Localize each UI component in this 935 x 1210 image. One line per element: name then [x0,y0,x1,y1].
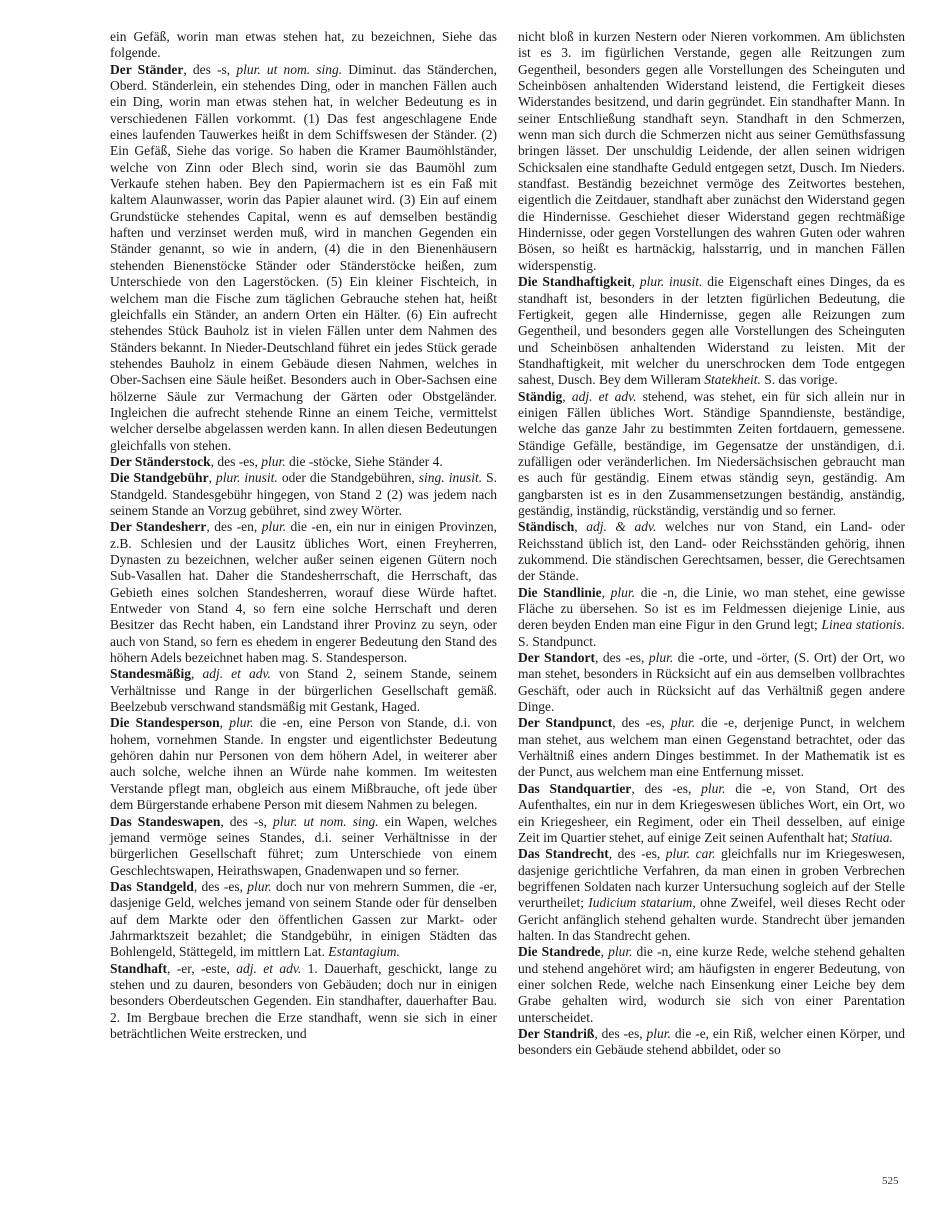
grammar-note: plur. car. [665,846,716,862]
entry-text: , des -en, [206,519,262,535]
grammar-note: plur. [229,715,254,731]
dictionary-entry [518,846,905,944]
entry-headword: Standhaft [110,960,168,976]
entry-text: , des -es, [210,453,262,469]
dictionary-entry [110,715,497,813]
entry-text: , des -es, [631,780,702,796]
entry-text: , des -es, [193,878,248,894]
grammar-note: plur. [608,944,633,960]
entry-text: , [601,584,611,600]
entry-text: S. Standgeld. Standesgebühr hingegen, von Stand 2 (2) was jedem nach seinem Stande an Vorzug gebühret, sind zwey Wörter. [110,470,497,518]
entry-text: , [600,944,609,960]
grammar-note: plur. [701,780,726,796]
dictionary-entry [518,389,905,520]
entry-text: oder die Standgebühren, [277,470,419,486]
entry-text: die -e, von Stand, Ort des Aufenthaltes, ein nur in dem Kriegeswesen übliches Wort, ein Ort, wo ein Kriegesheer, ein Regiment, oder ein Theil desselben, auf einige Zeit im Quartier stehet, auf einige Zeit seinen Aufenthalt hat; [518,780,906,845]
entry-text: die Eigenschaft eines Dinges, da es standhaft ist, besonders in der letzten figürlichen Bedeutung, die Fertigkeit, gegen alle Hindernisse, gegen alle Reizungen zum Gegentheil, und besonders gegen alle Vorstellungen des Scheinguten und Scheinbösen anhaltenden Widerstand zu leisten. Mit der Standhaftigkeit, mit welcher du unerschrocken dem Tode entgegen sahest, Dusch. Bey dem Willeram [518,274,906,388]
entry-headword: Die Standesperson [110,715,220,731]
entry-text: , [562,388,572,404]
entry-headword: Standesmäßig [110,666,192,682]
grammar-note: plur. [261,519,287,535]
entry-headword: Die Standgebühr [110,470,209,486]
dictionary-entry [110,454,497,470]
entry-text: , [208,470,216,486]
entry-text: die -n, eine kurze Rede, welche stehend gehalten und stehend angehöret wird; am häufigsten in engerer Bedeutung, von einer solchen Rede, welche nach Einsenkung einer Leiche bey dem Grabe gehalten wird, wodurch sie sich von einer Parentation unterscheidet. [518,944,905,1025]
grammar-note: Estantagium. [328,944,400,960]
entry-text: ohne Zweifel, weil dieses Recht oder Gericht anfänglich stehend gehalten wurde. Standrecht über jemanden halten. In das Standrecht gehen. [518,895,905,943]
entry-text: , [631,274,640,290]
grammar-note: adj. et adv. [236,960,302,976]
dictionary-entry [518,944,905,1026]
entry-headword: Die Standlinie [518,584,602,600]
grammar-note: plur. [648,650,674,666]
entry-text: die -orte, und -örter, (S. Ort) der Ort, wo man stehet, besonders in Rücksicht auf ein aus demselben vollbrachtes Geschäft, oder auch in Rücksicht auf das Verhältniß gegen andere Dinge. [518,650,905,715]
entry-headword: Das Standrecht [518,846,609,862]
entry-text: die -e, derjenige Punct, in welchem man stehet, aus welchem man einen Gegenstand betrachtet, oder das Verhältniß eines andern Dinges bestimmet. In der Mathematik ist es der Punct, aus welchem man eine Entfernung misset. [518,715,905,780]
entry-text: die -en, ein nur in einigen Provinzen, z.B. Schlesien und der Lausitz übliches Wort, einen Freyherren, Dynasten zu bezeichnen, welcher außer seinen eigenen Gütern noch Sub-Vasallen hat. Daher die Standesherrschaft, die Herrschaft, das Gebieth eines solchen Standesherren, worauf diese Würde haftet. Entweder von Stand 4, so fern eine solche Herrschaft und deren Besitzer das Recht haben, ein Landstand ihrer Provinz zu seyn, oder auch von Stand, so fern es ehedem in engerer Bedeutung den Stand des höhern Adels bezeichnet haben mag. S. Standesperson. [110,519,497,666]
grammar-note: adj. & adv. [586,519,657,535]
entry-text: gleichfalls nur im Kriegeswesen, dasjenige gerichtliche Verfahren, da man einen in groben Verbrechen begriffenen Soldaten nach kurzer Untersuchung sogleich auf der Stelle verurtheilet; [518,846,905,911]
entry-text: , des -es, [608,846,666,862]
entry-text: die -stöcke, Siehe Ständer 4. [285,453,443,469]
dictionary-entry [518,715,905,780]
entry-headword: Das Standquartier [518,780,632,796]
entry-headword: Der Standpunct [518,715,613,731]
entry-text: , des -es, [594,1025,647,1041]
grammar-note: Iudicium statarium, [588,895,696,911]
dictionary-entry [110,62,497,454]
entry-text: , des -s, [220,813,274,829]
entry-text: S. Standpunct. [518,633,597,649]
entry-headword: Das Standeswapen [110,813,221,829]
grammar-note: plur. [247,878,272,894]
grammar-note: sing. inusit. [418,470,483,486]
entry-headword: Das Standgeld [110,878,194,894]
entry-text: , des -es, [594,650,649,666]
entry-text: von Stand 2, seinem Stande, seinem Verhältnisse und Range in der bürgerlichen Gesellschaft gemäß. Beelzebub verschwand standsmäßig mit Gestank, Haged. [110,666,497,715]
entry-text: die -n, die Linie, wo man stehet, eine gewisse Fläche zu übersehen. So ist es im Feldmessen diejenige Linie, aus deren beyden Enden man eine Figur in den Grund legt; [518,584,906,633]
entry-continuation [518,29,905,274]
entry-headword: Die Standhaftigkeit [518,274,632,290]
grammar-note: plur. ut nom. sing. [236,61,343,77]
entry-text: , [574,519,587,535]
dictionary-entry [110,879,497,961]
dictionary-entry [110,470,497,519]
dictionary-entry [110,961,497,1043]
grammar-note: plur. [646,1025,671,1041]
dictionary-entry [110,666,497,715]
dictionary-entry [518,650,905,715]
entry-text: ein Gefäß, worin man etwas stehen hat, zu bezeichnen, Siehe das folgende. [110,29,497,61]
entry-text: , [191,666,203,682]
entry-text: , des -es, [612,715,671,731]
grammar-note: Statiua. [851,829,893,845]
page-number: 525 [882,1175,899,1187]
dictionary-entry [518,274,905,388]
grammar-note: plur. inusit. [215,470,278,486]
grammar-note: Linea stationis. [821,617,905,633]
entry-continuation [110,29,497,62]
grammar-note: plur. ut nom. sing. [273,813,379,829]
entry-text: ein Wapen, welches jemand vermöge seines Standes, d.i. seiner Verhältnisse in der bürgerlichen Gesellschaft führet; zum Unterschiede von einem Geschlechtswapen, Heirathswapen, Gnadenwapen und so ferner. [110,813,497,878]
dictionary-entry [110,519,497,666]
grammar-note: Statekheit. [704,372,761,388]
dictionary-entry [518,1026,905,1059]
entry-text: 1. Dauerhaft, geschickt, lange zu stehen und zu dauren, besonders von Gebäuden; doch nur in einigen besonders Oberdeutschen Gegenden. Ein standhafter, dauerhafter Bau. 2. Im Bergbaue brechen die Erze standhaft, wenn sie sich in einer beträchtlichen Weite erstrecken, und [110,960,497,1041]
entry-headword: Die Standrede [518,944,601,960]
entry-headword: Ständig [518,388,563,404]
grammar-note: plur. inusit. [639,274,703,290]
dictionary-entry [518,781,905,846]
entry-headword: Der Ständerstock [110,453,211,469]
entry-text: die -e, ein Riß, welcher einen Körper, und besonders ein Gebäude stehend abbildet, oder so [518,1025,905,1058]
entry-headword: Der Ständer [110,61,184,77]
right-column [518,29,905,1059]
grammar-note: plur. [670,715,696,731]
grammar-note: plur. [261,453,286,469]
entry-text: , -er, -este, [167,960,237,976]
grammar-note: plur. [610,584,636,600]
grammar-note: adj. et adv. [571,388,637,404]
entry-text: S. das vorige. [760,372,838,388]
entry-headword: Ständisch [518,519,575,535]
entry-text: , des -s, [183,61,237,77]
entry-text: die -en, eine Person von Stande, d.i. von hohem, vornehmen Stande. In engster und eigentlichster Bedeutung gehören dahin nur Personen von dem höhern Adel, in weiterer aber auch solche, welche ihnen an Würde nahe kommen. Im weitesten Verstande pflegt man, obgleich aus einem Mißbrauche, oft jede über dem Bürgerstande erhabene Person mit diesem Nahmen zu belegen. [110,715,498,813]
entry-headword: Der Standriß [518,1025,595,1041]
dictionary-entry [518,585,905,650]
left-column [110,29,497,1042]
grammar-note: adj. et adv. [202,666,271,682]
entry-text: welches nur von Stand, ein Land- oder Reichsstand üblich ist, den Land- oder Reichsständen gehörig, ihnen zukommend. Die ständischen Gerechtsamen, besser, die Gerechtsamen der Stände. [518,519,905,584]
entry-headword: Der Standort [518,650,595,666]
entry-headword: Der Standesherr [110,519,207,535]
entry-text: stehend, was stehet, ein für sich allein nur in einigen Fällen übliches Wort. Ständige Spanndienste, beständige, welche das ganze Jahr zu bestimmten Zeiten fortdauern, gemessene. Ständige Gefälle, beständige, im Gegensatze der unständigen, d.i. zufälligen oder veränderlichen. Im Niedersächsischen gebraucht man es auch für geständig. Einem etwas ständig seyn, geständig. Am gangbarsten ist es in den Zusammensetzungen beständig, anständig, geständig, inständig, rückständig, verständig und so ferner. [518,388,906,518]
entry-text: nicht bloß in kurzen Nestern oder Nieren vorkommen. Am üblichsten ist es 3. im figürlichen Verstande, gegen alle Reitzungen zum Gegentheil, besonders gegen alle Vorstellungen des Scheinguten und Scheinbösen anhaltenden Widerstand leistend, die Fertigkeit dieses Widerstandes besitzend, und darin gegründet. Ein standhafter Mann. In seiner Entschließung standhaft seyn. Standhaft in den Schmerzen, wenn man sich durch die Schmerzen nicht aus seiner Gemüthsfassung bringen lässet. Der unschuldig Leidende, der allen seinen widrigen Schicksalen eine standhafte Geduld entgegen setzt, Dusch. Im Nieders. standfast. Beständig bezeichnet vermöge des Zeitwortes bestehen, eigentlich die Zeitdauer, standhaft aber zunächst den Widerstand gegen die Hindernisse. Geschiehet dieser Widerstand gegen rechtmäßige Hindernisse, oder gegen Vorstellungen des wahren Guten oder wahren Bösen, so heißt es hartnäckig, halsstarrig, und in manchen Fällen widerspenstig. [518,29,905,273]
entry-text: Diminut. das Ständerchen, Oberd. Ständerlein, ein stehendes Ding, oder in manchen Fällen auch ein Ding, worin man etwas stehen hat, in welcher Bedeutung es in verschiedenen Fällen vorkommt. (1) Das fest angeschlagene Ende eines laufenden Tauwerkes heißt in dem Schiffswesen der Ständer. (2) Ein Gefäß, Siehe das vorige. So haben die Kramer Baumöhlständer, welche von Zinn oder Blech sind, worin sie das Baumöhl zum Verkaufe stehen haben. Bey den Papiermachern ist es ein Faß mit kaltem Alaunwasser, worin das Papier alaunet wird. (3) Ein auf einem Grundstücke stehendes Capital, wenn es auf demselben beständig haften und verzinset werden muß, wird in manchen Gegenden ein Ständer genannt, so wie in andern, (4) die in den Bienenhäusern stehenden Bienenstöcke Ständer oder Ständerstöcke heißen, zum Unterschiede von den Lagerstöcken. (5) Ein kleiner Fischteich, in welchem man die Fische zum täglichen Gebrauche stehen hat, heißt gleichfalls ein Ständer, an andern Orten ein Hälter. (6) Ein aufrecht stehendes Stück Bauholz ist in vielen Fällen unter dem Nahmen des Ständers bekannt. In Nieder-Deutschland führet ein jedes Stück gerade stehendes Bauholz in einem Gebäude diesen Nahmen, welches in Ober-Sachsen eine Säule heißet. Besonders auch in Ober-Sachsen eine hölzerne Säule zur Vermachung der Gärten oder Obstgeländer. Ingleichen die aufrecht stehende Rinne an einem Teiche, vermittelst welcher derselbe abgelassen werden kann. In allen diesen Bedeutungen gleichfalls von stehen. [110,61,498,453]
entry-text: , [219,715,230,731]
entry-text: doch nur von mehrern Summen, die -er, dasjenige Geld, welches jemand von seinem Stande oder für denselben auf dem Markte oder den öffentlichen Gassen zur Markt- oder Jahrmarktszeit bezahlet; die Standgebühr, in einigen Städten das Bohlengeld, Stättegeld, im mittlern Lat. [110,878,497,960]
dictionary-entry [518,519,905,584]
dictionary-entry [110,814,497,879]
